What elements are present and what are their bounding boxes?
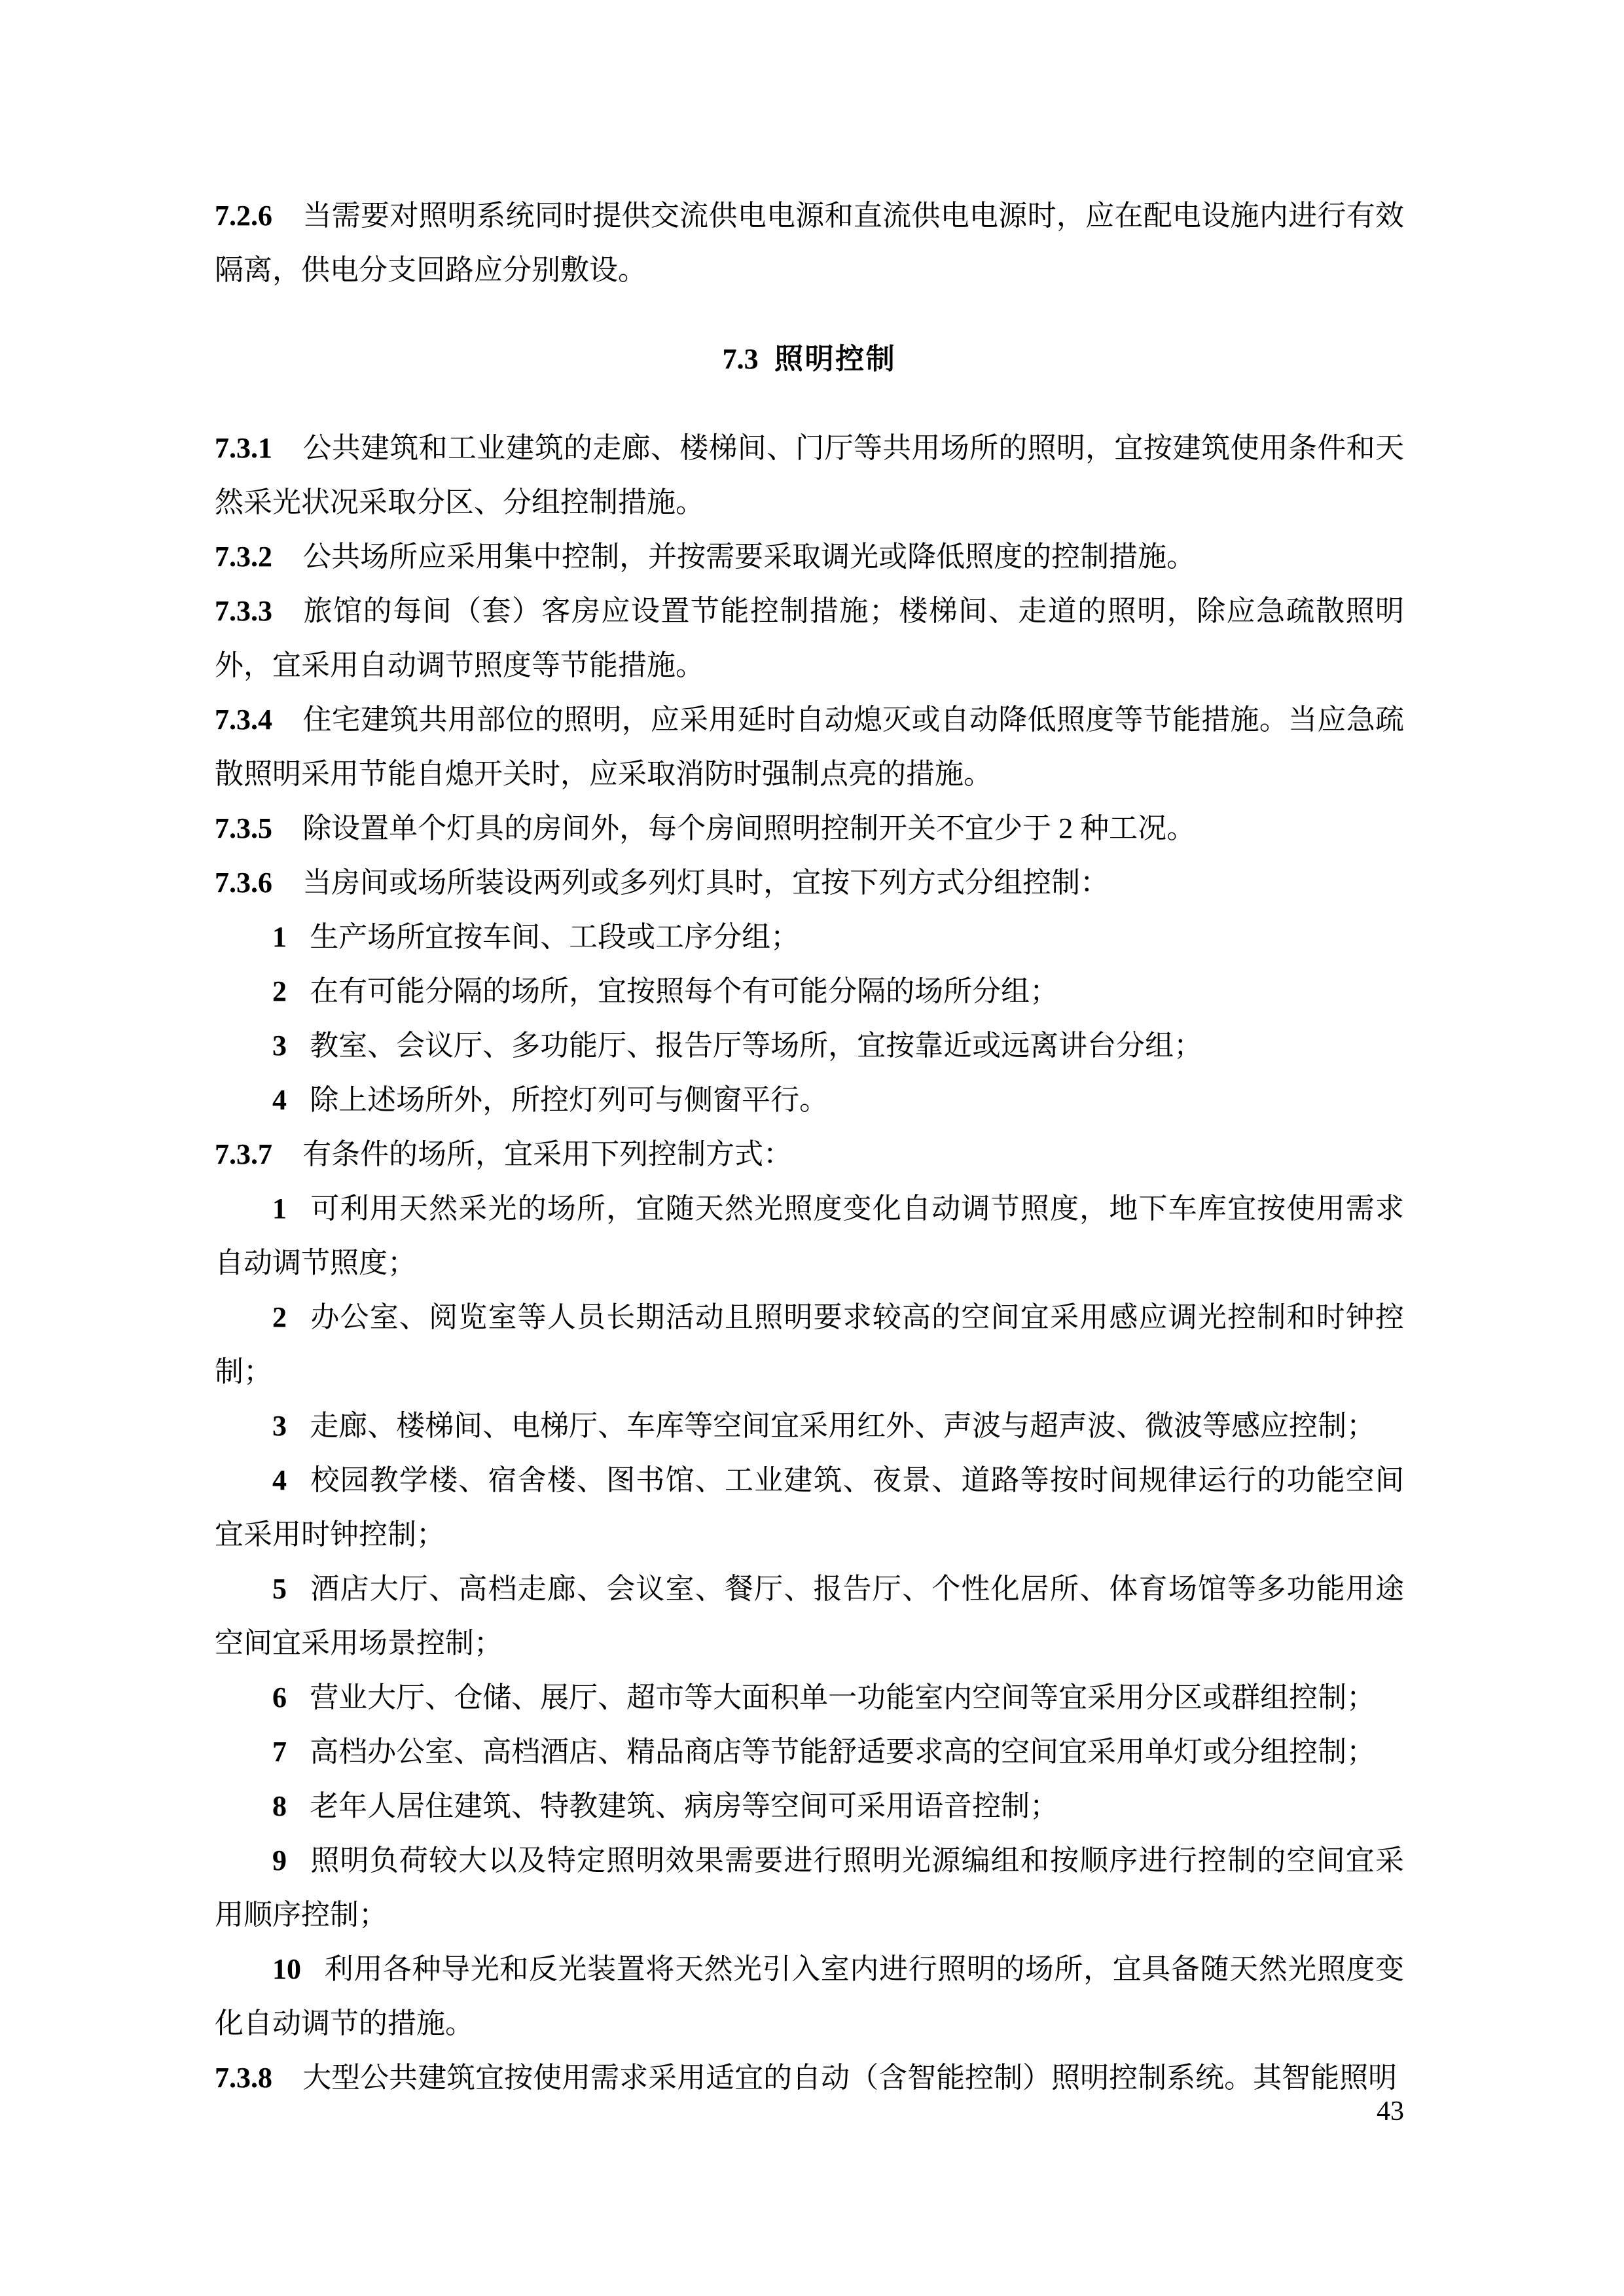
clause-number: 7.3.2 <box>215 541 272 573</box>
item-text: 照明负荷较大以及特定照明效果需要进行照明光源编组和按顺序进行控制的空间宜采用顺序控制； <box>215 1844 1404 1931</box>
clause-7-3-6-item-3 <box>215 1018 1404 1073</box>
item-number: 2 <box>272 975 287 1007</box>
item-text: 高档办公室、高档酒店、精品商店等节能舒适要求高的空间宜采用单灯或分组控制； <box>310 1736 1376 1768</box>
item-number: 10 <box>272 1953 301 1985</box>
item-text: 老年人居住建筑、特教建筑、病房等空间可采用语音控制； <box>310 1790 1059 1822</box>
clause-text: 当房间或场所装设两列或多列灯具时，宜按下列方式分组控制： <box>302 867 1110 899</box>
clause-7-3-7-item-9 <box>215 1833 1404 1942</box>
item-text: 除上述场所外，所控灯列可与侧窗平行。 <box>310 1084 829 1116</box>
section-heading-7-3 <box>215 332 1404 386</box>
clause-7-3-4 <box>215 692 1404 801</box>
section-heading-number: 7.3 <box>722 343 759 375</box>
clause-7-3-7-item-1 <box>215 1181 1404 1290</box>
clause-7-3-7-item-5 <box>215 1562 1404 1670</box>
clause-number: 7.3.5 <box>215 812 272 844</box>
page-number: 43 <box>1377 2096 1404 2126</box>
clause-text: 有条件的场所，宜采用下列控制方式： <box>302 1138 793 1170</box>
clause-7-3-2 <box>215 529 1404 584</box>
clause-7-3-7-item-8 <box>215 1779 1404 1833</box>
clause-number: 7.3.3 <box>215 595 272 627</box>
item-text: 营业大厅、仓储、展厅、超市等大面积单一功能室内空间等宜采用分区或群组控制； <box>310 1681 1376 1713</box>
clause-text: 大型公共建筑宜按使用需求采用适宜的自动（含智能控制）照明控制系统。其智能照明 <box>302 2062 1398 2094</box>
clause-7-3-7-item-2 <box>215 1290 1404 1399</box>
item-number: 3 <box>272 1410 287 1442</box>
item-text: 可利用天然采光的场所，宜随天然光照度变化自动调节照度，地下车库宜按使用需求自动调节照度； <box>215 1193 1404 1279</box>
clause-text: 当需要对照明系统同时提供交流供电电源和直流供电电源时，应在配电设施内进行有效隔离，供电分支回路应分别敷设。 <box>215 200 1404 286</box>
item-text: 走廊、楼梯间、电梯厅、车库等空间宜采用红外、声波与超声波、微波等感应控制； <box>310 1410 1376 1442</box>
item-number: 1 <box>272 1193 287 1225</box>
clause-text: 住宅建筑共用部位的照明，应采用延时自动熄灭或自动降低照度等节能措施。当应急疏散照明采用节能自熄开关时，应采取消防时强制点亮的措施。 <box>215 704 1404 790</box>
clause-7-3-6-item-1 <box>215 910 1404 964</box>
clause-7-3-5 <box>215 801 1404 855</box>
item-text: 生产场所宜按车间、工段或工序分组； <box>310 921 800 953</box>
clause-7-3-7-item-4 <box>215 1453 1404 1562</box>
clause-7-3-7-item-6 <box>215 1670 1404 1725</box>
item-text: 办公室、阅览室等人员长期活动且照明要求较高的空间宜采用感应调光控制和时钟控制； <box>215 1301 1404 1388</box>
page-body <box>215 188 1404 2105</box>
item-number: 5 <box>272 1573 287 1605</box>
clause-7-3-6 <box>215 855 1404 910</box>
item-number: 3 <box>272 1030 287 1062</box>
section-heading-title: 照明控制 <box>774 343 897 375</box>
item-text: 在有可能分隔的场所，宜按照每个有可能分隔的场所分组； <box>310 975 1059 1007</box>
clause-7-3-7-item-10 <box>215 1942 1404 2051</box>
item-number: 2 <box>272 1301 287 1333</box>
item-text: 教室、会议厅、多功能厅、报告厅等场所，宜按靠近或远离讲台分组； <box>310 1030 1203 1062</box>
clause-text: 公共场所应采用集中控制，并按需要采取调光或降低照度的控制措施。 <box>302 541 1196 573</box>
item-text: 酒店大厅、高档走廊、会议室、餐厅、报告厅、个性化居所、体育场馆等多功能用途空间宜采用场景控制； <box>215 1573 1404 1659</box>
clause-text: 除设置单个灯具的房间外，每个房间照明控制开关不宜少于 2 种工况。 <box>302 812 1196 844</box>
item-number: 7 <box>272 1736 287 1768</box>
item-number: 9 <box>272 1844 287 1876</box>
item-number: 4 <box>272 1084 287 1116</box>
clause-number: 7.3.7 <box>215 1138 272 1170</box>
item-number: 8 <box>272 1790 287 1822</box>
clause-number: 7.3.6 <box>215 867 272 899</box>
item-number: 6 <box>272 1681 287 1713</box>
item-text: 校园教学楼、宿舍楼、图书馆、工业建筑、夜景、道路等按时间规律运行的功能空间宜采用时钟控制； <box>215 1464 1404 1551</box>
item-text: 利用各种导光和反光装置将天然光引入室内进行照明的场所，宜具备随天然光照度变化自动调节的措施。 <box>215 1953 1404 2039</box>
clause-7-3-3 <box>215 584 1404 692</box>
clause-7-3-1 <box>215 421 1404 529</box>
clause-7-3-7-item-7 <box>215 1725 1404 1779</box>
clause-7-3-8 <box>215 2051 1404 2105</box>
clause-7-3-7 <box>215 1127 1404 1181</box>
clause-number: 7.3.4 <box>215 704 272 736</box>
clause-7-3-6-item-2 <box>215 964 1404 1018</box>
clause-7-3-6-item-4 <box>215 1073 1404 1127</box>
clause-number: 7.2.6 <box>215 200 272 232</box>
clause-number: 7.3.8 <box>215 2062 272 2094</box>
clause-text: 公共建筑和工业建筑的走廊、楼梯间、门厅等共用场所的照明，宜按建筑使用条件和天然采光状况采取分区、分组控制措施。 <box>215 432 1404 518</box>
clause-number: 7.3.1 <box>215 432 272 464</box>
clause-7-2-6 <box>215 188 1404 297</box>
item-number: 1 <box>272 921 287 953</box>
clause-7-3-7-item-3 <box>215 1399 1404 1453</box>
clause-text: 旅馆的每间（套）客房应设置节能控制措施；楼梯间、走道的照明，除应急疏散照明外，宜采用自动调节照度等节能措施。 <box>215 595 1404 681</box>
item-number: 4 <box>272 1464 287 1496</box>
